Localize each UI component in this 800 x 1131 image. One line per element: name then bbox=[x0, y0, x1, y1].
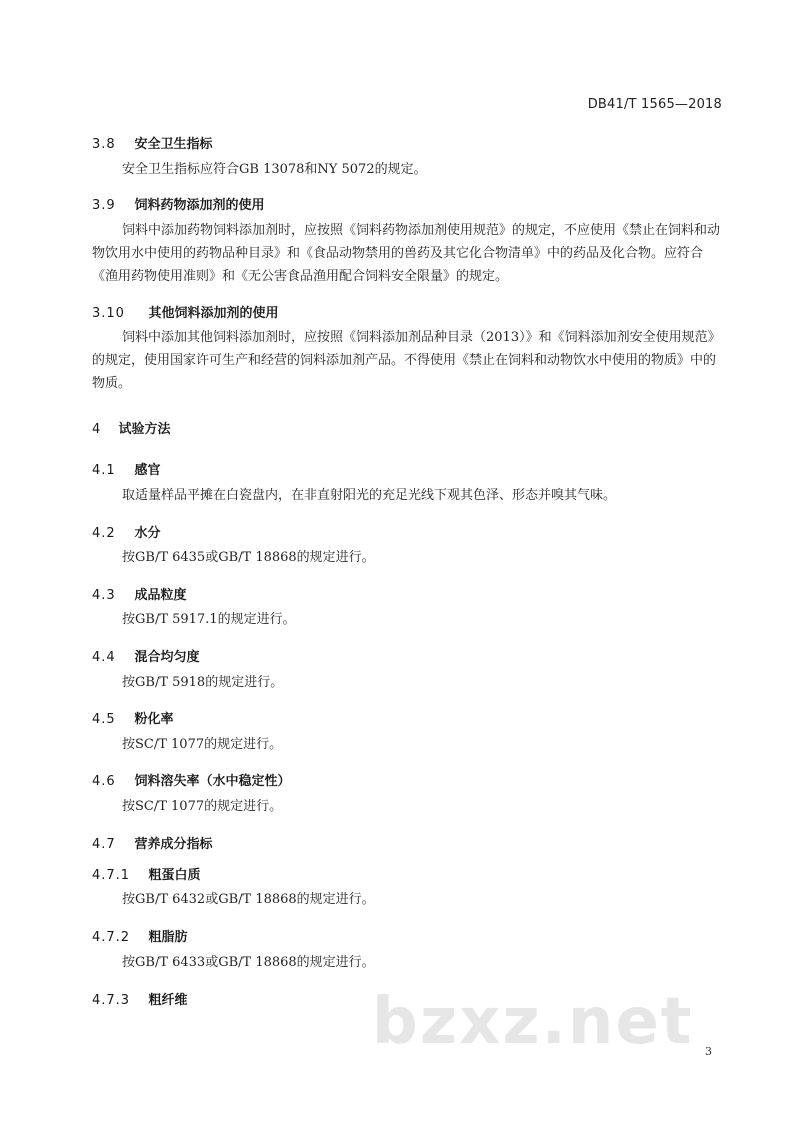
paragraph: 按GB/T 6433或GB/T 18868的规定进行。 bbox=[122, 955, 375, 970]
section-heading-3-8 bbox=[92, 133, 213, 152]
section-heading-4-7 bbox=[92, 833, 213, 852]
section-body-3-9 bbox=[92, 219, 722, 288]
section-heading-4-6 bbox=[92, 770, 291, 789]
section-title: 感官 bbox=[134, 463, 161, 478]
section-body-3-8 bbox=[92, 158, 722, 181]
section-number: 4 bbox=[92, 422, 102, 437]
section-number: 4.7.3 bbox=[92, 993, 131, 1008]
section-heading-3-9 bbox=[92, 194, 265, 213]
section-heading-4-5 bbox=[92, 708, 174, 727]
section-title: 水分 bbox=[134, 526, 161, 541]
section-body-4-4 bbox=[92, 671, 722, 694]
paragraph: 安全卫生指标应符合GB 13078和NY 5072的规定。 bbox=[122, 162, 427, 177]
paragraph: 按SC/T 1077的规定进行。 bbox=[122, 799, 283, 814]
paragraph: 取适量样品平摊在白瓷盘内，在非直射阳光的充足光线下观其色泽、形态并嗅其气味。 bbox=[122, 488, 617, 503]
paragraph: 按GB/T 6435或GB/T 18868的规定进行。 bbox=[122, 550, 375, 565]
section-number: 3.9 bbox=[92, 198, 116, 213]
page-number: 3 bbox=[705, 1045, 712, 1058]
section-body-4-5 bbox=[92, 733, 722, 756]
section-number: 4.5 bbox=[92, 712, 116, 727]
section-body-4-2 bbox=[92, 546, 722, 569]
paragraph: 饲料中添加药物饲料添加剂时，应按照《饲料药物添加剂使用规范》的规定，不应使用《禁止在饲料和动物饮用水中使用的药物品种目录》和《食品动物禁用的兽药及其它化合物清单》中的药品及化合物。应符合《渔用药物使用准则》和《无公害食品渔用配合饲料安全限量》的规定。 bbox=[92, 223, 721, 284]
section-title: 试验方法 bbox=[118, 422, 171, 437]
paragraph: 按GB/T 5917.1的规定进行。 bbox=[122, 612, 296, 627]
section-title: 成品粒度 bbox=[134, 588, 187, 603]
paragraph: 按SC/T 1077的规定进行。 bbox=[122, 737, 283, 752]
section-heading-3-10 bbox=[92, 302, 279, 321]
section-number: 4.7.1 bbox=[92, 868, 131, 883]
section-title: 粗蛋白质 bbox=[148, 868, 201, 883]
section-number: 4.7.2 bbox=[92, 930, 131, 945]
section-title: 粉化率 bbox=[134, 712, 174, 727]
section-body-3-10 bbox=[92, 326, 722, 395]
section-number: 4.4 bbox=[92, 650, 116, 665]
section-heading-4-7-2 bbox=[92, 926, 188, 945]
section-title: 混合均匀度 bbox=[134, 650, 200, 665]
watermark: bzxz.net bbox=[372, 985, 694, 1059]
section-heading-4 bbox=[92, 418, 171, 437]
section-heading-4-7-3 bbox=[92, 989, 188, 1008]
section-title: 饲料药物添加剂的使用 bbox=[134, 198, 265, 213]
section-title: 饲料溶失率（水中稳定性） bbox=[134, 774, 291, 789]
section-title: 粗脂肪 bbox=[148, 930, 188, 945]
section-title: 其他饲料添加剂的使用 bbox=[148, 306, 279, 321]
section-number: 4.3 bbox=[92, 588, 116, 603]
document-code: DB41/T 1565—2018 bbox=[587, 97, 722, 112]
section-heading-4-3 bbox=[92, 584, 187, 603]
section-body-4-1 bbox=[92, 484, 722, 507]
section-heading-4-2 bbox=[92, 522, 161, 541]
section-number: 4.6 bbox=[92, 774, 116, 789]
section-number: 4.7 bbox=[92, 837, 116, 852]
section-body-4-7-1 bbox=[92, 888, 722, 911]
paragraph: 按GB/T 6432或GB/T 18868的规定进行。 bbox=[122, 892, 375, 907]
section-body-4-7-2 bbox=[92, 951, 722, 974]
section-heading-4-7-1 bbox=[92, 864, 201, 883]
section-heading-4-4 bbox=[92, 646, 200, 665]
section-number: 3.8 bbox=[92, 137, 116, 152]
section-heading-4-1 bbox=[92, 459, 161, 478]
section-title: 安全卫生指标 bbox=[134, 137, 213, 152]
paragraph: 饲料中添加其他饲料添加剂时，应按照《饲料添加剂品种目录（2013）》和《饲料添加剂安全使用规范》的规定，使用国家许可生产和经营的饲料添加剂产品。不得使用《禁止在饲料和动物饮水中使用的物质》中的物质。 bbox=[92, 330, 721, 391]
section-title: 营养成分指标 bbox=[134, 837, 213, 852]
section-number: 3.10 bbox=[92, 306, 125, 321]
paragraph: 按GB/T 5918的规定进行。 bbox=[122, 675, 284, 690]
section-number: 4.2 bbox=[92, 526, 116, 541]
section-body-4-6 bbox=[92, 795, 722, 818]
section-title: 粗纤维 bbox=[148, 993, 188, 1008]
section-body-4-3 bbox=[92, 608, 722, 631]
section-number: 4.1 bbox=[92, 463, 116, 478]
